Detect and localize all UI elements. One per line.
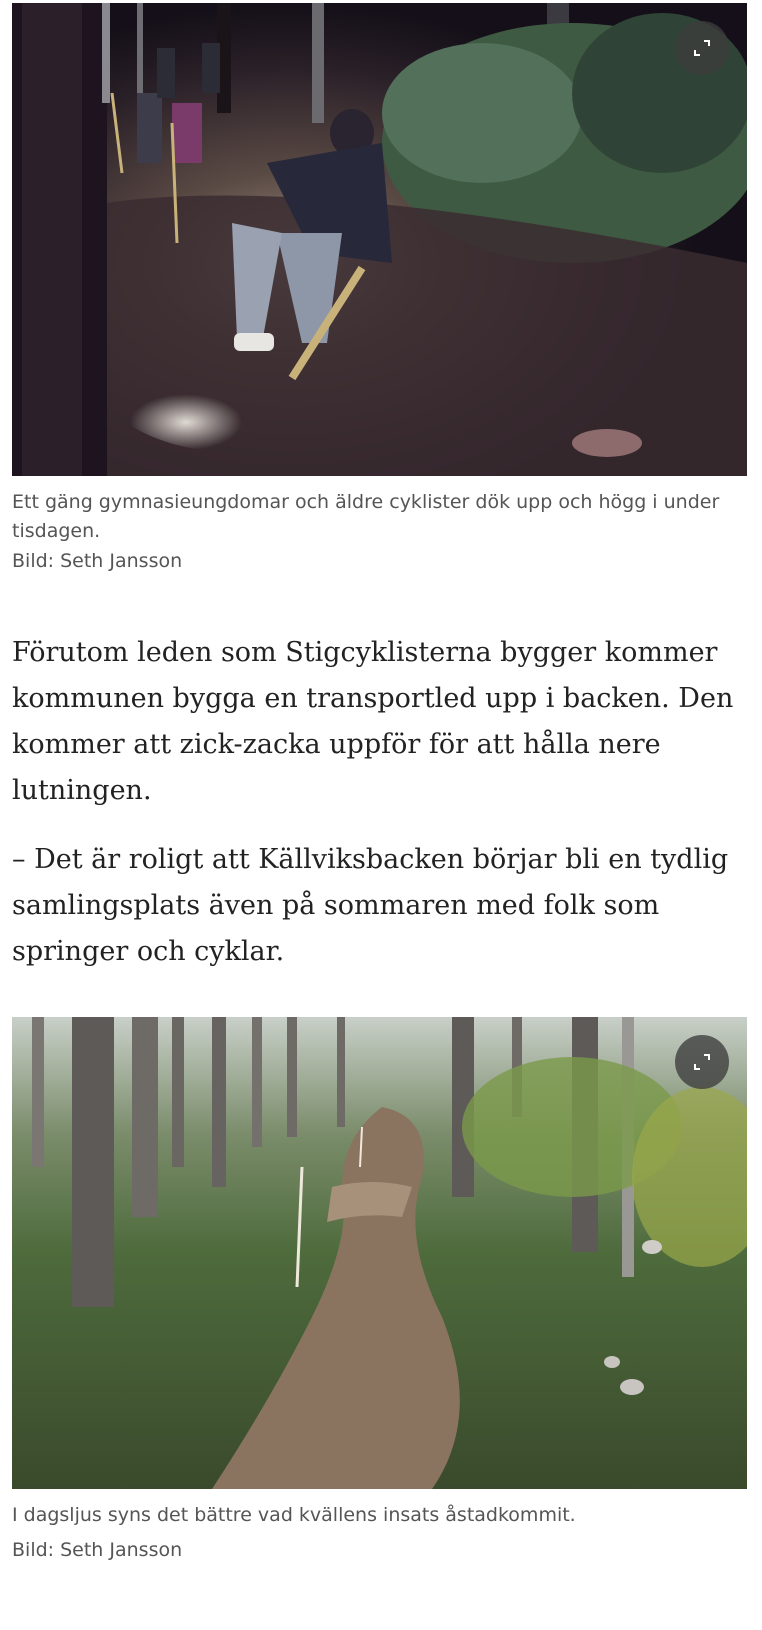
figure-night-work <box>12 3 747 576</box>
figure-daylight-trail <box>12 1017 747 1565</box>
image-caption: Ett gäng gymnasieungdomar och äldre cyklister dök upp och högg i under tisdagen. <box>12 491 720 542</box>
expand-image-button[interactable] <box>675 1035 729 1089</box>
expand-image-button[interactable] <box>675 21 729 75</box>
photo-night-trail-digging[interactable] <box>12 3 747 476</box>
image-credit: Bild: Seth Jansson <box>12 550 183 572</box>
expand-icon <box>693 39 711 57</box>
daylight-trail-image <box>12 1017 747 1489</box>
night-trail-image <box>12 3 747 476</box>
expand-icon <box>693 1053 711 1071</box>
image-credit: Bild: Seth Jansson <box>12 1539 183 1561</box>
image-caption: I dagsljus syns det bättre vad kvällens insats åstadkommit. <box>12 1504 576 1526</box>
body-paragraph: Förutom leden som Stigcyklisterna bygger kommer kommunen bygga en transportled upp i backen. Den kommer att zick-zacka uppför för att hålla nere lutningen. <box>12 637 734 806</box>
photo-daylight-trail[interactable] <box>12 1017 747 1489</box>
body-paragraph: – Det är roligt att Källviksbacken börjar bli en tydlig samlingsplats även på sommaren med folk som springer och cyklar. <box>12 844 729 967</box>
